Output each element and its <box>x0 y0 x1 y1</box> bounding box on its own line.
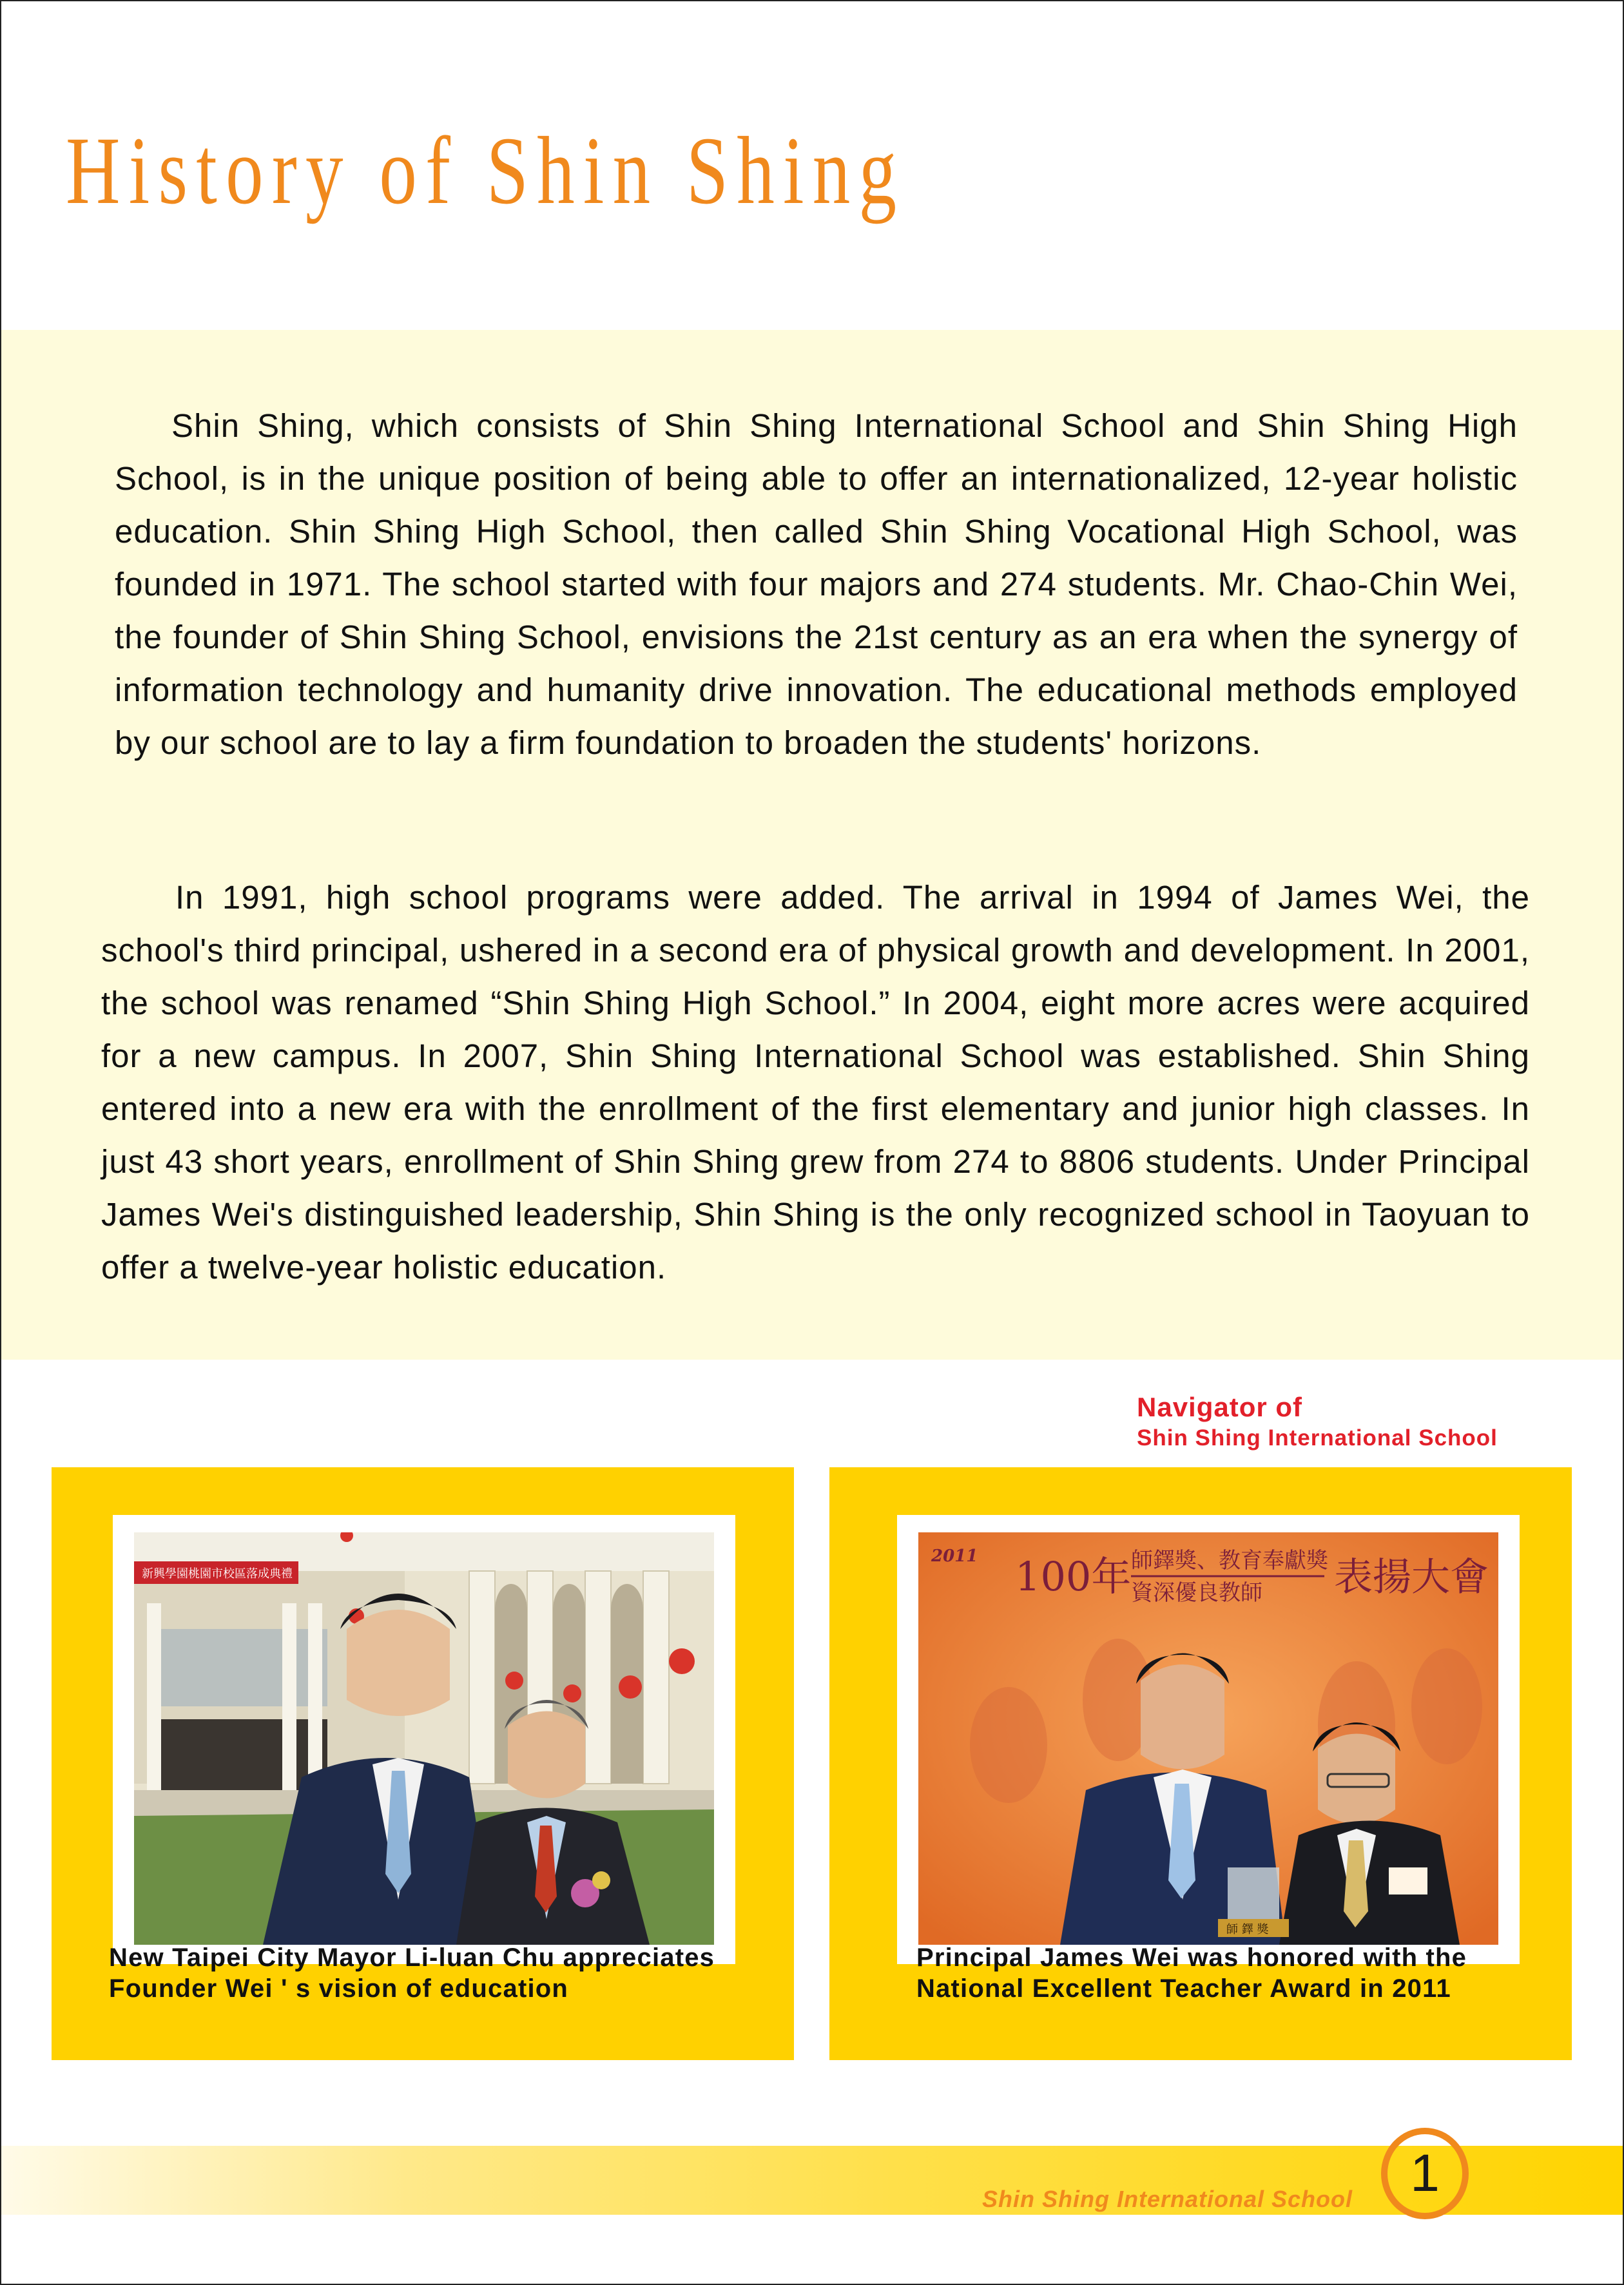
photo-award-illustration <box>918 1532 1498 1945</box>
page-number: 1 <box>1410 2144 1440 2203</box>
svg-text:2011: 2011 <box>931 1547 978 1566</box>
svg-text:師 鐸 獎: 師 鐸 獎 <box>1226 1923 1269 1936</box>
photo-caption-award <box>916 1942 1587 2004</box>
photo-card-mayor <box>52 1467 794 2060</box>
page-number-badge <box>1381 2128 1469 2219</box>
history-paragraph-1: Shin Shing, which consists of Shin Shing International School and Shin Shing High School, is in the unique position of being able to offer an internationalized, 12-year holistic education. Shin Shing High School, then called Shin Shing Vocational High School, was founded in 1971. The school started with four majors and 274 students. Mr. Chao-Chin Wei, the founder of Shin Shing School, envisions the 21st century as an era when the synergy of information technology and humanity drive innovation. The educational methods employed by our school are to lay a firm foundation to broaden the students' horizons. <box>115 407 1518 761</box>
navigator-line-1: Navigator of <box>1137 1392 1303 1422</box>
photo-frame <box>897 1515 1520 1964</box>
page-title: History of Shin Shing <box>66 117 905 224</box>
history-paragraph-2: In 1991, high school programs were added. The arrival in 1994 of James Wei, the school's third principal, ushered in a second era of physical growth and development. In 2001, the school was renamed “Shin Shing High School.” In 2004, eight more acres were acquired for a new campus. In 2007, Shin Shing International School was established. Shin Shing entered into a new era with the enrollment of the first elementary and junior high classes. In just 43 short years, enrollment of Shin Shing grew from 274 to 8806 students. Under Principal James Wei's distinguished leadership, Shin Shing is the only recognized school in Taoyuan to offer a twelve-year holistic education. <box>101 879 1530 1286</box>
navigator-line-2: Shin Shing International School <box>1137 1425 1498 1451</box>
caption-line-1: Principal James Wei was honored with the <box>916 1943 1467 1972</box>
svg-text:資深優良教師: 資深優良教師 <box>1131 1580 1262 1606</box>
photo-mayor-illustration <box>134 1532 714 1945</box>
photo-mayor-and-founder <box>134 1532 714 1945</box>
photo-award-ceremony <box>918 1532 1498 1945</box>
footer-band <box>1 2146 1623 2215</box>
caption-line-2: National Excellent Teacher Award in 2011 <box>916 1974 1451 2003</box>
svg-text:100年: 100年 <box>1015 1553 1132 1600</box>
svg-text:表揚大會: 表揚大會 <box>1334 1555 1489 1600</box>
photo-caption-mayor <box>109 1942 779 2004</box>
footer-school-name: Shin Shing International School <box>982 2186 1353 2212</box>
photo-frame <box>113 1515 735 1964</box>
caption-line-1: New Taipei City Mayor Li-luan Chu appreciates <box>109 1943 715 1972</box>
navigator-heading <box>1137 1392 1498 1454</box>
caption-line-2: Founder Wei ' s vision of education <box>109 1974 569 2003</box>
svg-text:師鐸獎、教育奉獻獎: 師鐸獎、教育奉獻獎 <box>1131 1548 1328 1574</box>
svg-text:新興學園桃園市校區落成典禮: 新興學園桃園市校區落成典禮 <box>142 1567 293 1581</box>
photo-card-award <box>829 1467 1572 2060</box>
